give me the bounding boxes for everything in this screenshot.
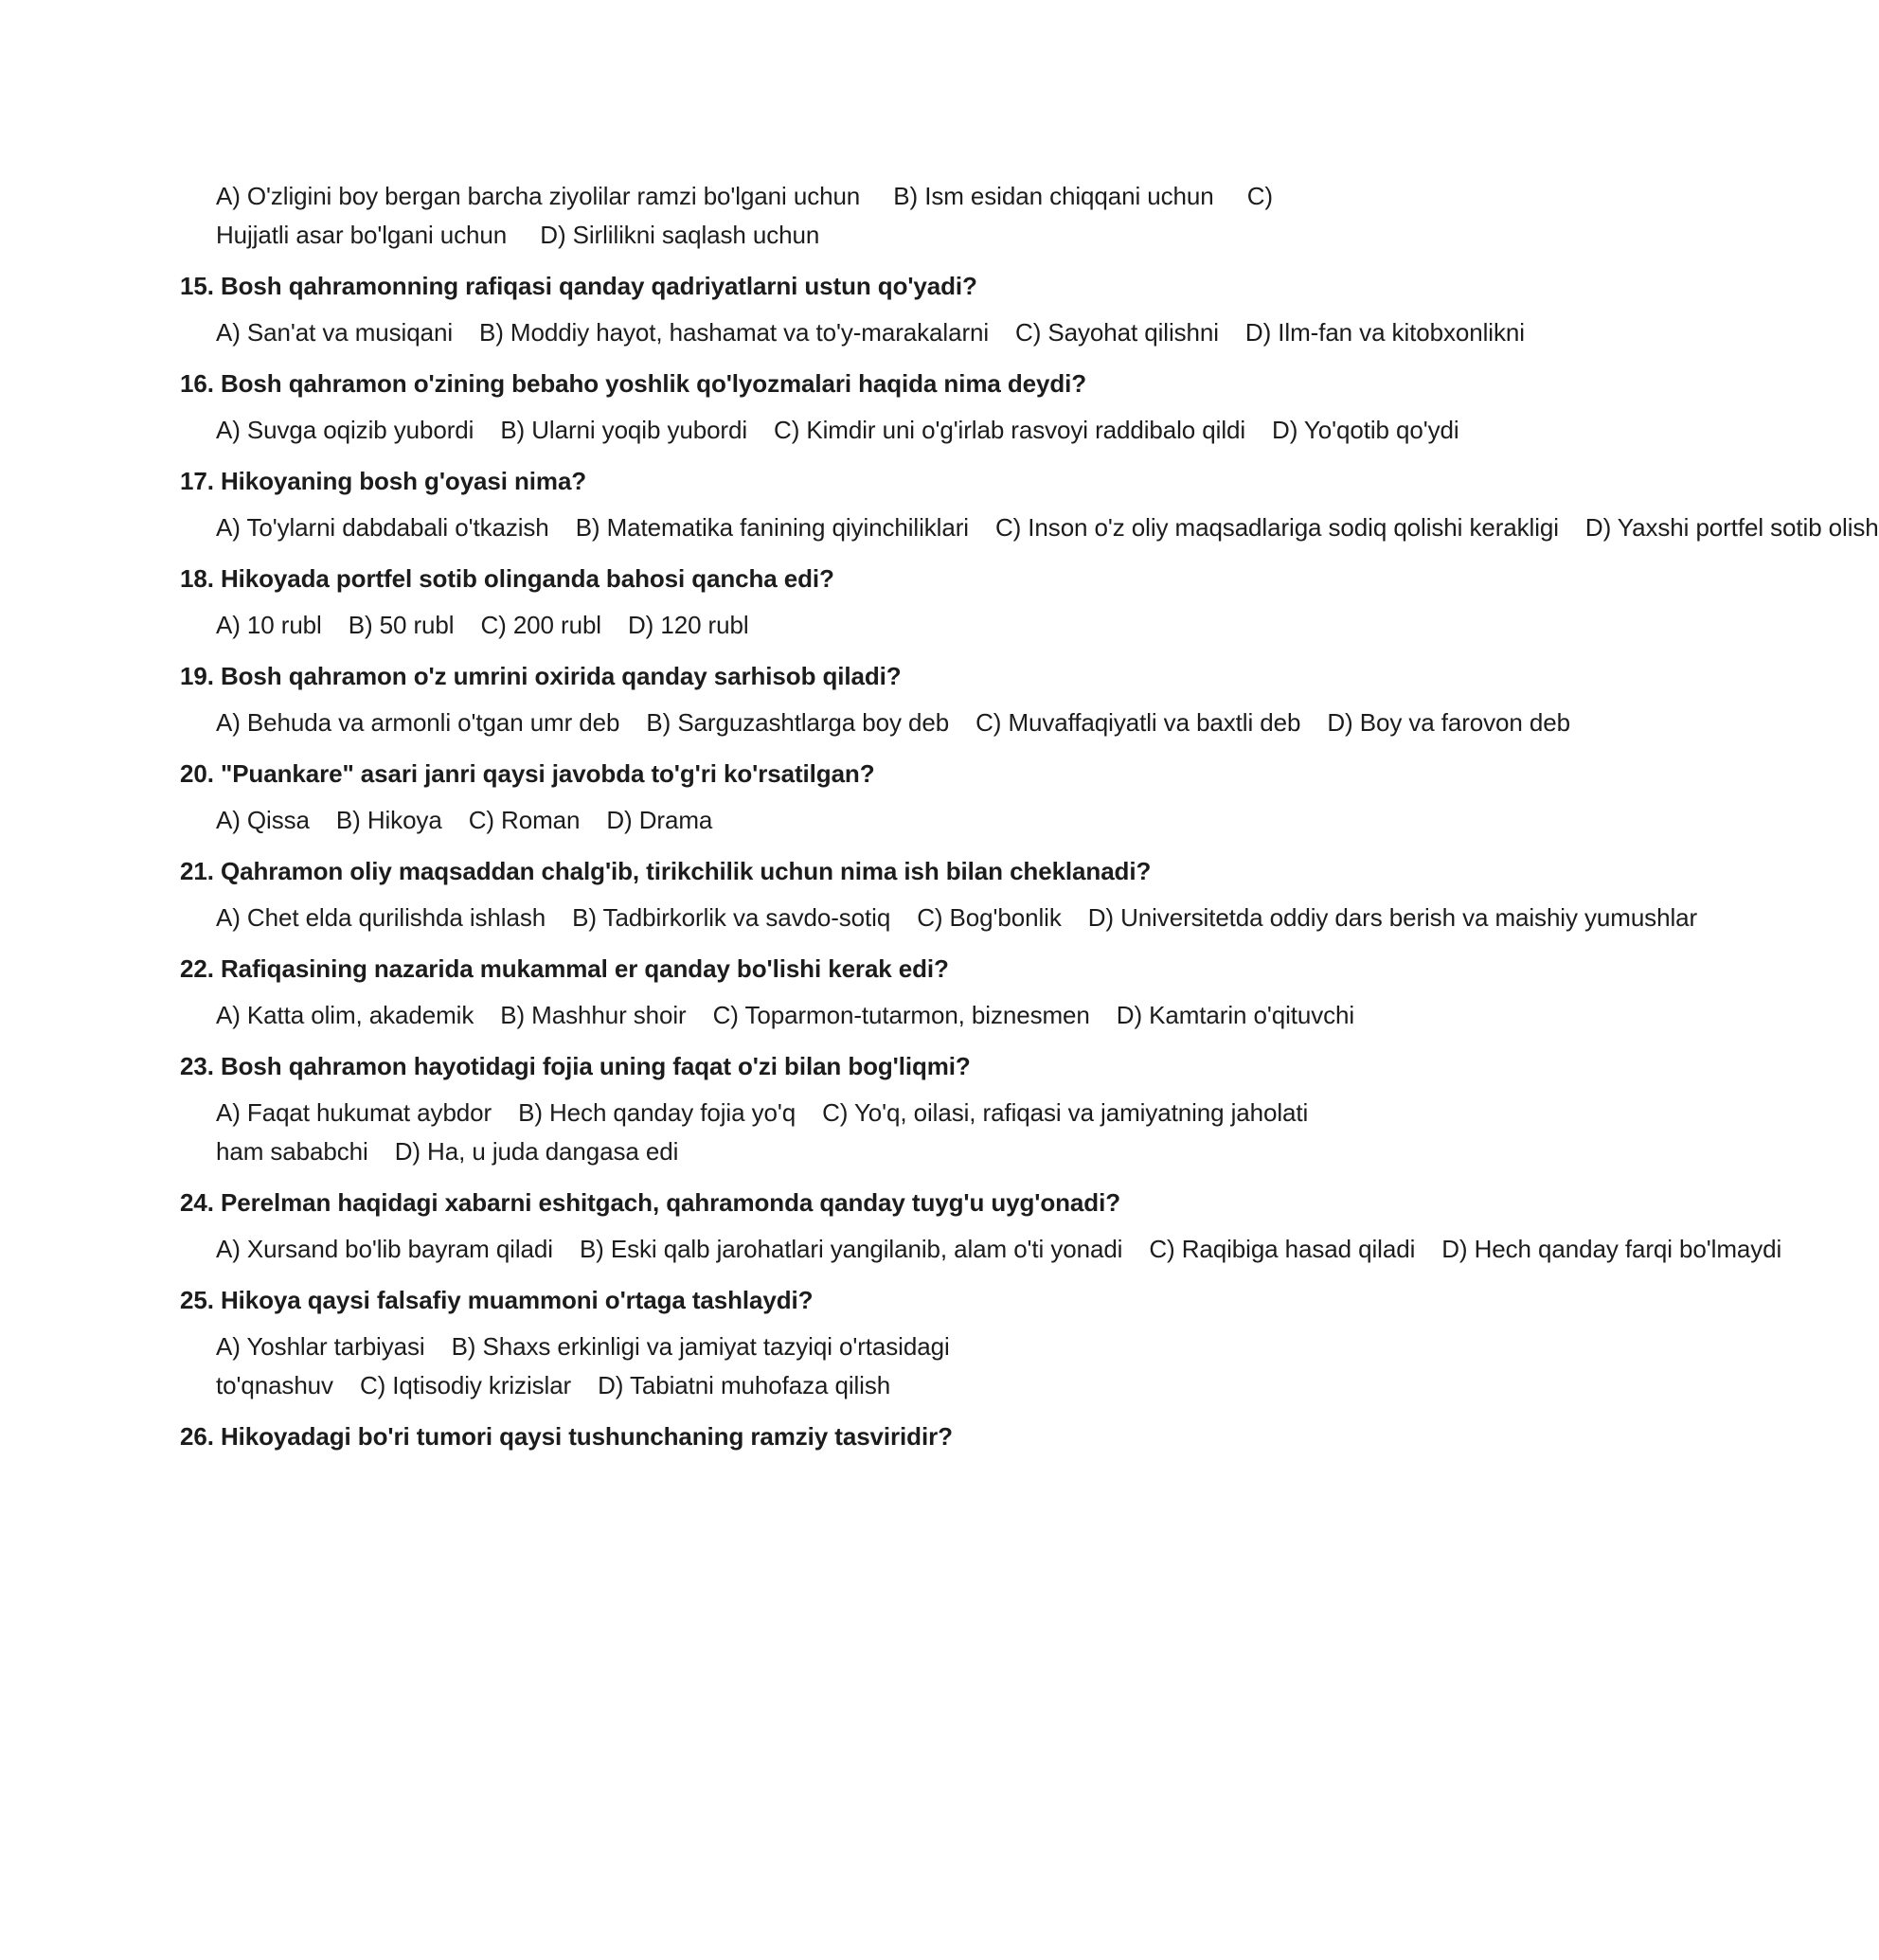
option-c: C) Sayohat qilishni <box>1015 318 1219 347</box>
option-b: B) Hech qanday fojia yo'q <box>518 1098 796 1127</box>
question-item <box>180 270 1525 352</box>
question-text: 26. Hikoyadagi bo'ri tumori qaysi tushunchaning ramziy tasviridir? <box>180 1422 953 1451</box>
option-c: C) Kimdir uni o'g'irlab rasvoyi raddibalo qildi <box>774 416 1246 444</box>
question-text: 22. Rafiqasining nazarida mukammal er qanday bo'lishi kerak edi? <box>180 954 949 983</box>
option-b: B) Moddiy hayot, hashamat va to'y-marakalarni <box>479 318 990 347</box>
option-a: A) Chet elda qurilishda ishlash <box>216 903 546 932</box>
option-d: D) Sirlilikni saqlash uchun <box>540 221 820 249</box>
option-a: A) Qissa <box>216 806 310 834</box>
question-item <box>180 1420 1345 1452</box>
option-b: B) Tadbirkorlik va savdo-sotiq <box>572 903 891 932</box>
question-item <box>180 465 1879 547</box>
option-a: A) Yoshlar tarbiyasi <box>216 1332 425 1361</box>
option-a: A) Faqat hukumat aybdor <box>216 1098 492 1127</box>
answer-options <box>216 1094 1345 1171</box>
question-item <box>180 660 1570 742</box>
option-d: D) Drama <box>606 806 713 834</box>
question-item <box>180 367 1459 450</box>
option-c: C) Roman <box>468 806 581 834</box>
option-d: D) Tabiatni muhofaza qilish <box>598 1371 891 1399</box>
option-b: B) Ism esidan chiqqani uchun <box>893 182 1214 210</box>
answer-options <box>216 996 1355 1035</box>
question-text: 15. Bosh qahramonning rafiqasi qanday qadriyatlarni ustun qo'yadi? <box>180 272 977 300</box>
option-c: C) Muvaffaqiyatli va baxtli deb <box>975 708 1301 737</box>
answer-options <box>216 704 1570 742</box>
option-b: B) Mashhur shoir <box>500 1001 687 1029</box>
option-b: B) Hikoya <box>335 806 442 834</box>
option-d: D) 120 rubl <box>628 611 749 639</box>
question-text: 19. Bosh qahramon o'z umrini oxirida qanday sarhisob qiladi? <box>180 662 902 690</box>
question-text: 21. Qahramon oliy maqsaddan chalg'ib, tirikchilik uchun nima ish bilan cheklanadi? <box>180 857 1152 885</box>
option-b: B) Ularni yoqib yubordi <box>500 416 748 444</box>
option-b: B) Eski qalb jarohatlari yangilanib, alam o'ti yonadi <box>579 1235 1123 1263</box>
answer-options <box>216 899 1698 937</box>
option-d: D) Boy va farovon deb <box>1327 708 1570 737</box>
answer-options <box>216 1230 1782 1269</box>
question-text: 20. "Puankare" asari janri qaysi javobda to'g'ri ko'rsatilgan? <box>180 759 875 788</box>
option-a: A) To'ylarni dabdabali o'tkazish <box>216 513 549 542</box>
option-b: B) Matematika fanining qiyinchiliklari <box>575 513 969 542</box>
option-c: C) Raqibiga hasad qiladi <box>1149 1235 1416 1263</box>
question-item <box>180 757 1345 840</box>
answer-options <box>216 177 1345 255</box>
option-c: C) Yo'q, oilasi, rafiqasi va jamiyatning jaholati ham sababchi <box>216 1098 1309 1166</box>
question-text: 17. Hikoyaning bosh g'oyasi nima? <box>180 467 587 495</box>
option-c: C) Inson o'z oliy maqsadlariga sodiq qolishi kerakligi <box>994 513 1559 542</box>
option-c: C) 200 rubl <box>480 611 601 639</box>
option-a: A) O'zligini boy bergan barcha ziyolilar ramzi bo'lgani uchun <box>216 182 861 210</box>
option-d: D) Ilm-fan va kitobxonlikni <box>1244 318 1525 347</box>
question-text: 24. Perelman haqidagi xabarni eshitgach, qahramonda qanday tuyg'u uyg'onadi? <box>180 1188 1120 1217</box>
option-c: C) Toparmon-tutarmon, biznesmen <box>712 1001 1090 1029</box>
question-item <box>180 855 1698 937</box>
question-text: 16. Bosh qahramon o'zining bebaho yoshlik qo'lyozmalari haqida nima deydi? <box>180 369 1087 398</box>
answer-options <box>216 313 1525 352</box>
question-text: 23. Bosh qahramon hayotidagi fojia uning faqat o'zi bilan bog'liqmi? <box>180 1052 971 1080</box>
option-c: C) Bog'bonlik <box>917 903 1062 932</box>
answer-options <box>216 411 1459 450</box>
question-item <box>180 1186 1782 1269</box>
option-d: D) Yaxshi portfel sotib olish <box>1584 513 1879 542</box>
option-c: C) Hujjatli asar bo'lgani uchun <box>216 182 1273 249</box>
answer-options <box>216 1327 1345 1405</box>
question-text: 25. Hikoya qaysi falsafiy muammoni o'rtaga tashlaydi? <box>180 1286 814 1314</box>
question-list <box>180 270 1879 1452</box>
question-item <box>180 1284 1345 1405</box>
option-a: A) Xursand bo'lib bayram qiladi <box>216 1235 553 1263</box>
option-d: D) Ha, u juda dangasa edi <box>394 1137 679 1166</box>
option-a: A) 10 rubl <box>216 611 322 639</box>
option-d: D) Kamtarin o'qituvchi <box>1116 1001 1355 1029</box>
answer-options <box>216 508 1879 547</box>
option-a: A) San'at va musiqani <box>216 318 453 347</box>
option-b: B) Sarguzashtlarga boy deb <box>646 708 950 737</box>
option-a: A) Suvga oqizib yubordi <box>216 416 474 444</box>
answer-options <box>216 801 1345 840</box>
answer-options <box>216 606 1345 645</box>
option-c: C) Iqtisodiy krizislar <box>359 1371 572 1399</box>
question-item <box>180 1050 1345 1171</box>
question-item <box>180 562 1345 645</box>
document-page <box>180 177 1879 1468</box>
option-b: B) 50 rubl <box>348 611 455 639</box>
option-d: D) Hech qanday farqi bo'lmaydi <box>1441 1235 1782 1263</box>
option-b: B) Shaxs erkinligi va jamiyat tazyiqi o'rtasidagi to'qnashuv <box>216 1332 950 1399</box>
option-a: A) Behuda va armonli o'tgan umr deb <box>216 708 620 737</box>
option-a: A) Katta olim, akademik <box>216 1001 474 1029</box>
question-text: 18. Hikoyada portfel sotib olinganda bahosi qancha edi? <box>180 564 834 593</box>
option-d: D) Yo'qotib qo'ydi <box>1272 416 1459 444</box>
option-d: D) Universitetda oddiy dars berish va maishiy yumushlar <box>1087 903 1698 932</box>
question-item <box>180 953 1355 1035</box>
